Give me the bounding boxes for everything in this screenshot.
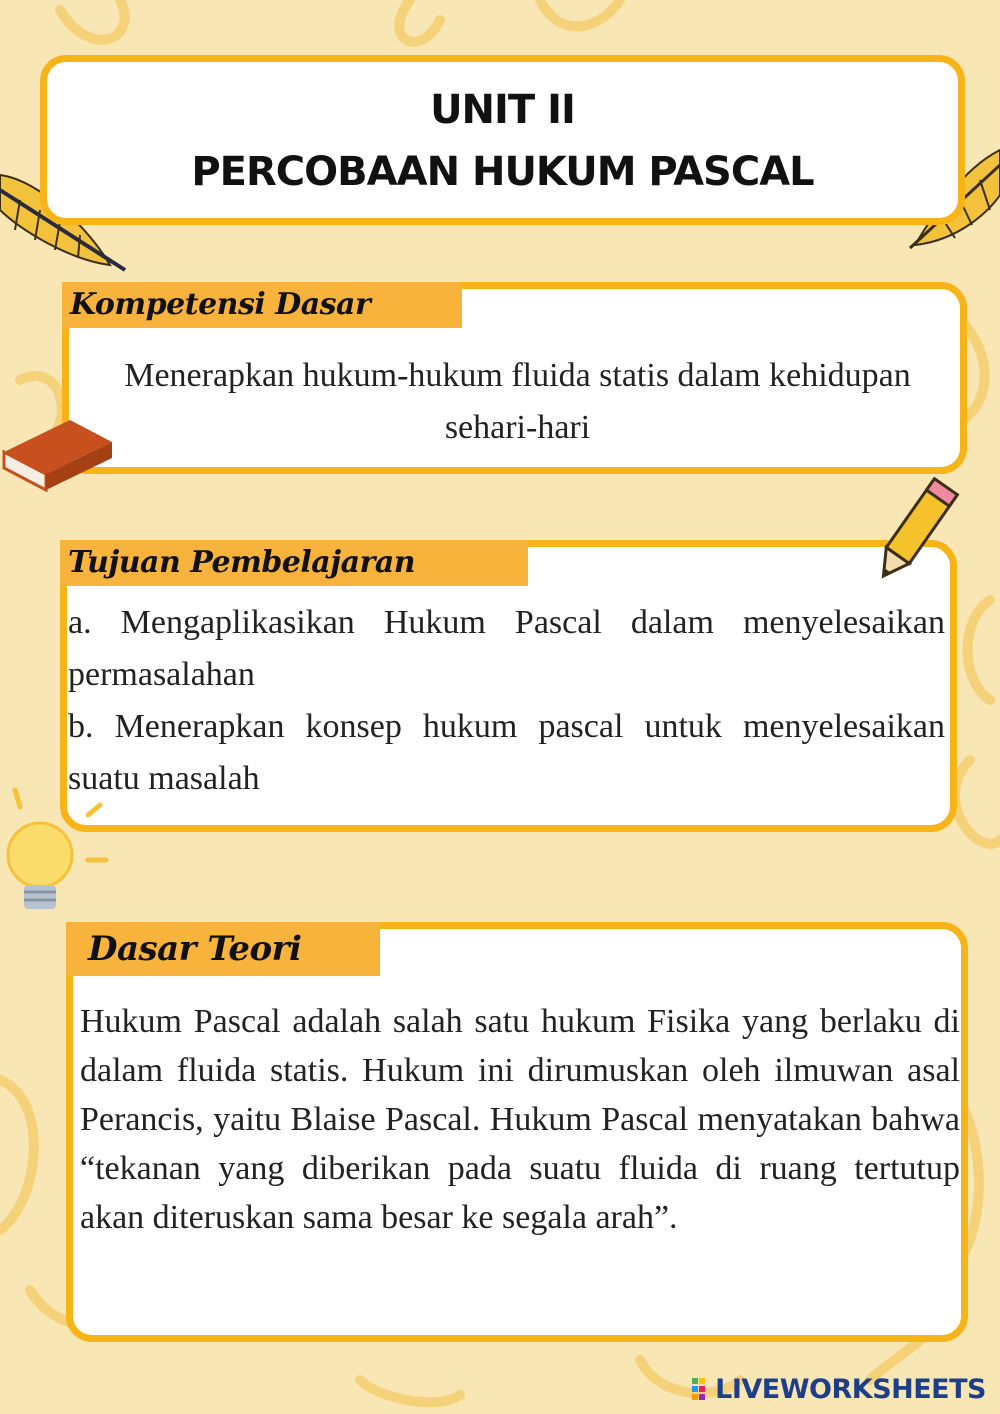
- lightbulb-icon: [0, 785, 110, 930]
- kompetensi-text: Menerapkan hukum-hukum fluida statis dalam kehidupan sehari-hari: [124, 357, 911, 446]
- dasar-teori-text: Hukum Pascal adalah salah satu hukum Fisika yang berlaku di dalam fluida statis. Hukum ini dirumuskan oleh ilmuwan asal Perancis, yaitu Blaise Pascal. Hukum Pascal menyatakan bahwa “tekanan yang diberikan pada suatu fluida di ruang tertutup akan diteruskan sama besar ke segala arah”.: [80, 1003, 960, 1236]
- pencil-icon: [858, 470, 968, 595]
- dasar-teori-label: Dasar Teori: [66, 922, 380, 976]
- page-title: PERCOBAAN HUKUM PASCAL: [191, 149, 814, 195]
- title-card: [40, 55, 965, 225]
- liveworksheets-logo[interactable]: [691, 1372, 986, 1406]
- kompetensi-label: Kompetensi Dasar: [62, 282, 462, 328]
- tujuan-label: Tujuan Pembelajaran: [60, 540, 528, 586]
- tujuan-list: [68, 597, 945, 805]
- list-item: a. Mengaplikasikan Hukum Pascal dalam menyelesaikan permasalahan: [68, 604, 945, 693]
- book-icon: [0, 412, 118, 494]
- liveworksheets-icon: [691, 1376, 713, 1402]
- unit-title: UNIT II: [430, 87, 575, 133]
- brand-text: LIVEWORKSHEETS: [715, 1373, 986, 1405]
- list-item: b. Menerapkan konsep hukum pascal untuk menyelesaikan suatu masalah: [68, 708, 945, 797]
